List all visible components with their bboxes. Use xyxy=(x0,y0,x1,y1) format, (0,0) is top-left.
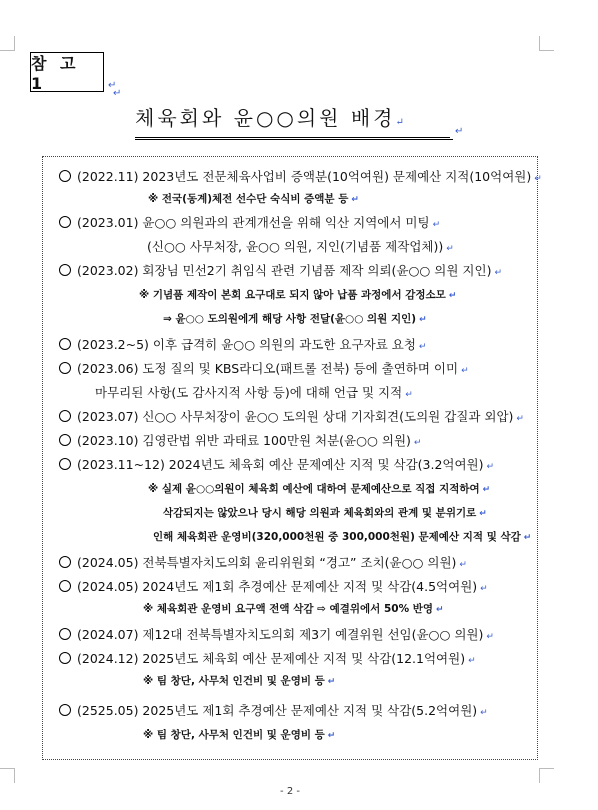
circle-bullet-icon xyxy=(59,434,71,446)
circle-bullet-icon xyxy=(59,556,71,568)
paragraph-return-mark: ↵ xyxy=(436,605,444,615)
paragraph-return-mark: ↵ xyxy=(482,485,491,495)
document-title-text: 체육회와 윤○○의원 배경 xyxy=(135,106,396,130)
page-number: - 2 - xyxy=(280,786,300,797)
paragraph-return-mark: ↵ xyxy=(448,291,457,301)
timeline-note xyxy=(153,529,531,544)
line-text: (2525.05) 2025년도 제1회 추경예산 문제예산 지적 및 삭감(5.2억여원) xyxy=(77,703,478,718)
paragraph-return-mark: ↵ xyxy=(432,220,441,230)
paragraph-return-mark: ↵ xyxy=(113,88,122,99)
timeline-item xyxy=(59,455,494,473)
paragraph-return-mark: ↵ xyxy=(516,414,524,424)
paragraph-return-mark: ↵ xyxy=(480,708,488,718)
timeline-item xyxy=(59,553,467,571)
line-text: (2024.07) 제12대 전북특별자치도의회 제3기 예결위원 선임(윤○○ 의원) xyxy=(77,627,484,642)
line-text: ※ 전국(동계)체전 선수단 숙식비 증액분 등 xyxy=(148,193,349,205)
paragraph-return-mark: ↵ xyxy=(494,268,502,278)
timeline-item xyxy=(59,625,494,643)
paragraph-return-mark: ↵ xyxy=(479,509,487,519)
crop-mark-bottom-right xyxy=(539,768,554,783)
line-text: (2024.05) 전북특별자치도의회 윤리위원회 “경고” 조치(윤○○ 의원) xyxy=(77,555,457,570)
timeline-continuation xyxy=(147,237,454,255)
timeline-item xyxy=(59,167,542,185)
paragraph-return-mark: ↵ xyxy=(486,632,494,642)
timeline-item xyxy=(59,649,476,667)
paragraph-return-mark: ↵ xyxy=(327,677,336,687)
line-text: (2022.11) 2023년도 전문체육사업비 증액분(10억여원) 문제예산 지적(10억여원) xyxy=(77,169,532,184)
paragraph-return-mark: ↵ xyxy=(395,117,404,128)
line-text: ※ 기념품 제작이 본회 요구대로 되지 않아 납품 과정에서 감정소모 xyxy=(139,289,446,301)
paragraph-return-mark: ↵ xyxy=(459,560,467,570)
timeline-item xyxy=(59,577,488,595)
line-text: 인해 체육회관 운영비(320,000천원 중 300,000천원) 문제예산 지적 및 삭감 xyxy=(153,531,521,543)
line-text: ※ 실제 윤○○의원이 체육회 예산에 대하여 문제예산으로 직접 지적하여 xyxy=(148,483,480,495)
timeline-continuation xyxy=(95,383,413,401)
timeline-note xyxy=(148,481,490,496)
circle-bullet-icon xyxy=(59,410,71,422)
line-text: 마무리된 사항(도 감사지적 사항 등)에 대해 언급 및 지적 xyxy=(95,385,403,400)
timeline-note xyxy=(139,287,456,302)
line-text: ※ 팀 창단, 사무처 인건비 및 운영비 등 xyxy=(143,729,325,741)
timeline-item xyxy=(59,359,469,377)
paragraph-return-mark: ↵ xyxy=(327,731,336,741)
timeline-box xyxy=(42,156,542,760)
circle-bullet-icon xyxy=(59,216,71,228)
paragraph-return-mark: ↵ xyxy=(534,174,542,184)
paragraph-return-mark: ↵ xyxy=(418,342,427,352)
paragraph-return-mark: ↵ xyxy=(405,390,413,400)
line-text: ※ 체육회관 운영비 요구액 전액 삭감 ⇨ 예결위에서 50% 반영 xyxy=(143,603,434,615)
line-text: (2024.05) 2024년도 제1회 추경예산 문제예산 지적 및 삭감(4.5억여원) xyxy=(77,579,478,594)
paragraph-return-mark: ↵ xyxy=(351,195,359,205)
paragraph-return-mark: ↵ xyxy=(480,584,488,594)
timeline-item xyxy=(59,701,488,719)
timeline-item xyxy=(59,213,440,231)
reference-label: 참 고 1 xyxy=(31,54,80,93)
line-text: 삭감되지는 않았으나 당시 해당 의원과 체육회와의 관계 및 분위기로 xyxy=(163,507,477,519)
line-text: (2023.11~12) 2024년도 체육회 예산 문제예산 지적 및 삭감(3.2억여원) xyxy=(77,457,484,472)
circle-bullet-icon xyxy=(59,264,71,276)
timeline-item xyxy=(59,431,421,449)
crop-mark-top-right xyxy=(539,36,554,51)
timeline-note xyxy=(143,727,335,742)
circle-bullet-icon xyxy=(59,362,71,374)
timeline-item xyxy=(59,261,502,279)
document-title xyxy=(135,102,450,138)
circle-bullet-icon xyxy=(59,580,71,592)
timeline-note xyxy=(163,311,427,326)
paragraph-return-mark: ↵ xyxy=(419,315,427,325)
line-text: (2023.10) 김영란법 위반 과태료 100만원 처분(윤○○ 의원) xyxy=(77,433,411,448)
circle-bullet-icon xyxy=(59,704,71,716)
line-text: (신○○ 사무처장, 윤○○ 의원, 지인(기념품 제작업체)) xyxy=(147,239,444,254)
timeline-item xyxy=(59,335,426,353)
circle-bullet-icon xyxy=(59,628,71,640)
paragraph-return-mark: ↵ xyxy=(108,80,117,91)
line-text: (2024.12) 2025년도 체육회 예산 문제예산 지적 및 삭감(12.1억여원) xyxy=(77,651,466,666)
circle-bullet-icon xyxy=(59,170,71,182)
timeline-note xyxy=(143,673,335,688)
circle-bullet-icon xyxy=(59,458,71,470)
line-text: (2023.06) 도정 질의 및 KBS라디오(패트롤 전북) 등에 출연하며 이미 xyxy=(77,361,459,376)
timeline-note xyxy=(143,601,444,616)
paragraph-return-mark: ↵ xyxy=(486,462,495,472)
line-text: ※ 팀 창단, 사무처 인건비 및 운영비 등 xyxy=(143,675,325,687)
circle-bullet-icon xyxy=(59,338,71,350)
paragraph-return-mark: ↵ xyxy=(446,244,454,254)
paragraph-return-mark: ↵ xyxy=(468,656,476,666)
title-double-underline xyxy=(135,139,453,140)
line-text: (2023.07) 신○○ 사무처장이 윤○○ 도의원 상대 기자회견(도의원 갑질과 외압) xyxy=(77,409,514,424)
line-text: (2023.2~5) 이후 급격히 윤○○ 의원의 과도한 요구자료 요청 xyxy=(77,337,416,352)
line-text: (2023.02) 회장님 민선2기 취임식 관련 기념품 제작 의뢰(윤○○ 의원 지인) xyxy=(77,263,492,278)
paragraph-return-mark: ↵ xyxy=(413,438,422,448)
paragraph-return-mark: ↵ xyxy=(461,366,469,376)
line-text: (2023.01) 윤○○ 의원과의 관계개선을 위해 익산 지역에서 미팅 xyxy=(77,215,430,230)
line-text: ⇒ 윤○○ 도의원에게 해당 사항 전달(윤○○ 의원 지인) xyxy=(163,313,417,325)
crop-mark-bottom-left xyxy=(0,768,15,783)
crop-mark-top-left xyxy=(0,36,15,51)
timeline-note xyxy=(163,505,487,520)
paragraph-return-mark: ↵ xyxy=(455,126,464,137)
paragraph-return-mark: ↵ xyxy=(523,533,532,543)
timeline-note xyxy=(148,191,359,206)
timeline-item xyxy=(59,407,524,425)
reference-label-box xyxy=(30,52,104,92)
circle-bullet-icon xyxy=(59,652,71,664)
